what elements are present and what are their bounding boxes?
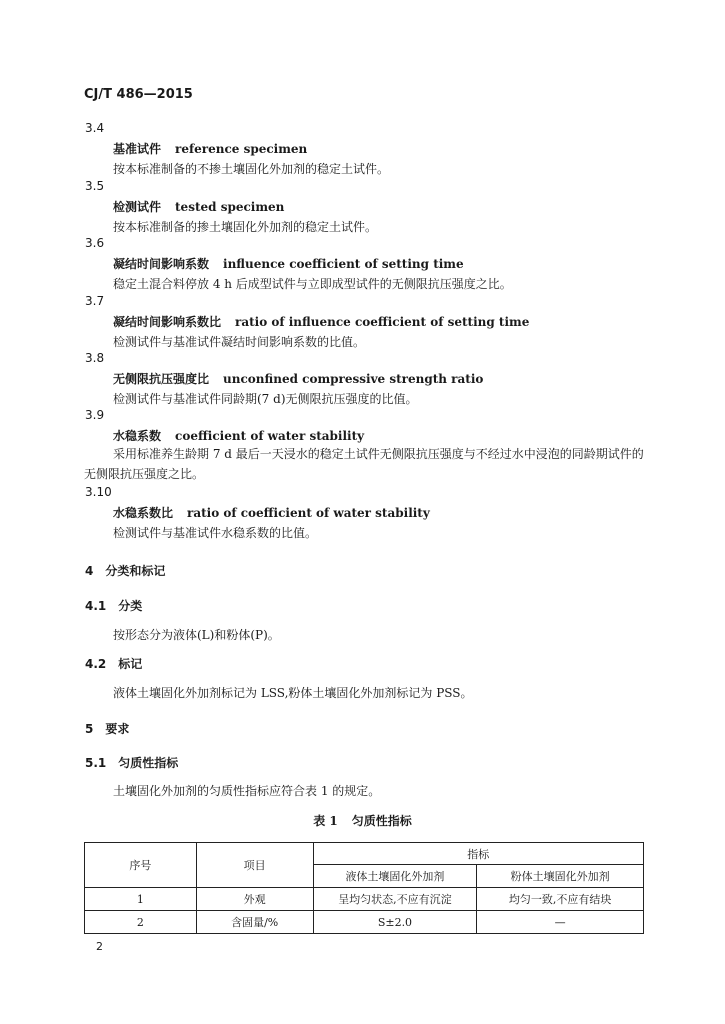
term-en: coefficient of water stability xyxy=(175,429,365,443)
term-en: ratio of influence coefficient of setting time xyxy=(235,315,530,329)
term-number: 3.7 xyxy=(85,294,105,308)
term-en: reference specimen xyxy=(175,142,308,156)
term-zh: 水稳系数比 xyxy=(113,506,174,520)
subsection-number: 4.1 xyxy=(85,599,107,613)
table-row xyxy=(85,911,644,934)
term-en: influence coefficient of setting time xyxy=(223,257,464,271)
term-number: 3.10 xyxy=(85,485,112,499)
subsection-heading xyxy=(85,597,142,614)
term-en: tested specimen xyxy=(175,200,285,214)
term-definition: 采用标准养生龄期 7 d 最后一天浸水的稳定土试件无侧限抗压强度与不经过水中浸泡的同龄期试件的无侧限抗压强度之比。 xyxy=(84,447,644,481)
table-caption-title: 匀质性指标 xyxy=(351,814,412,828)
term-number: 3.4 xyxy=(85,121,105,135)
term-number: 3.5 xyxy=(85,179,105,193)
term-definition: 检测试件与基准试件凝结时间影响系数的比值。 xyxy=(113,335,366,349)
term-heading xyxy=(113,140,307,157)
term-definition: 检测试件与基准试件同龄期(7 d)无侧限抗压强度的比值。 xyxy=(113,392,418,406)
header-seq: 序号 xyxy=(85,843,197,888)
term-zh: 凝结时间影响系数比 xyxy=(113,315,222,329)
term-definition: 按本标准制备的不掺土壤固化外加剂的稳定土试件。 xyxy=(113,162,390,176)
term-number: 3.8 xyxy=(85,351,105,365)
paragraph: 按形态分为液体(L)和粉体(P)。 xyxy=(113,628,280,642)
cell-item: 含固量/% xyxy=(196,911,313,934)
subsection-number: 4.2 xyxy=(85,657,107,671)
term-zh: 水稳系数 xyxy=(113,429,162,443)
document-number: CJ/T 486—2015 xyxy=(84,87,193,102)
subsection-title: 分类 xyxy=(118,599,143,613)
cell-liquid: 呈均匀状态,不应有沉淀 xyxy=(313,888,477,911)
header-index: 指标 xyxy=(313,843,643,865)
term-zh: 检测试件 xyxy=(113,200,162,214)
subsection-title: 匀质性指标 xyxy=(118,756,179,770)
subsection-number: 5.1 xyxy=(85,756,107,770)
term-heading xyxy=(113,255,464,272)
section-title: 分类和标记 xyxy=(105,564,166,578)
subsection-title: 标记 xyxy=(118,657,143,671)
section-heading xyxy=(85,562,165,579)
section-number: 4 xyxy=(85,564,94,578)
cell-seq: 2 xyxy=(85,911,197,934)
subsection-heading xyxy=(85,754,178,771)
term-zh: 无侧限抗压强度比 xyxy=(113,372,210,386)
cell-item: 外观 xyxy=(196,888,313,911)
page-number: 2 xyxy=(96,940,103,953)
subsection-heading xyxy=(85,655,142,672)
cell-seq: 1 xyxy=(85,888,197,911)
cell-powder: — xyxy=(477,911,644,934)
term-number: 3.6 xyxy=(85,236,105,250)
table-caption xyxy=(0,812,725,829)
term-definition: 按本标准制备的掺土壤固化外加剂的稳定土试件。 xyxy=(113,220,378,234)
term-en: ratio of coefficient of water stability xyxy=(187,506,430,520)
term-heading xyxy=(113,427,364,444)
header-powder: 粉体土壤固化外加剂 xyxy=(477,865,644,888)
section-title: 要求 xyxy=(105,722,130,736)
table-caption-number: 表 1 xyxy=(313,814,338,828)
term-heading xyxy=(113,313,529,330)
term-definition: 稳定土混合料停放 4 h 后成型试件与立即成型试件的无侧限抗压强度之比。 xyxy=(113,277,512,291)
term-heading xyxy=(113,370,483,387)
term-definition: 检测试件与基准试件水稳系数的比值。 xyxy=(113,526,318,540)
header-item: 项目 xyxy=(196,843,313,888)
cell-powder: 均匀一致,不应有结块 xyxy=(477,888,644,911)
paragraph: 土壤固化外加剂的匀质性指标应符合表 1 的规定。 xyxy=(113,784,381,798)
table-row xyxy=(85,888,644,911)
term-en: unconfined compressive strength ratio xyxy=(223,372,484,386)
section-number: 5 xyxy=(85,722,94,736)
section-heading xyxy=(85,720,129,737)
term-zh: 凝结时间影响系数 xyxy=(113,257,210,271)
term-heading xyxy=(113,504,430,521)
term-number: 3.9 xyxy=(85,408,105,422)
cell-liquid: S±2.0 xyxy=(313,911,477,934)
header-liquid: 液体土壤固化外加剂 xyxy=(313,865,477,888)
term-heading xyxy=(113,198,284,215)
paragraph: 液体土壤固化外加剂标记为 LSS,粉体土壤固化外加剂标记为 PSS。 xyxy=(113,686,473,700)
uniformity-index-table xyxy=(84,842,644,934)
table-header-row xyxy=(85,843,644,865)
term-zh: 基准试件 xyxy=(113,142,162,156)
